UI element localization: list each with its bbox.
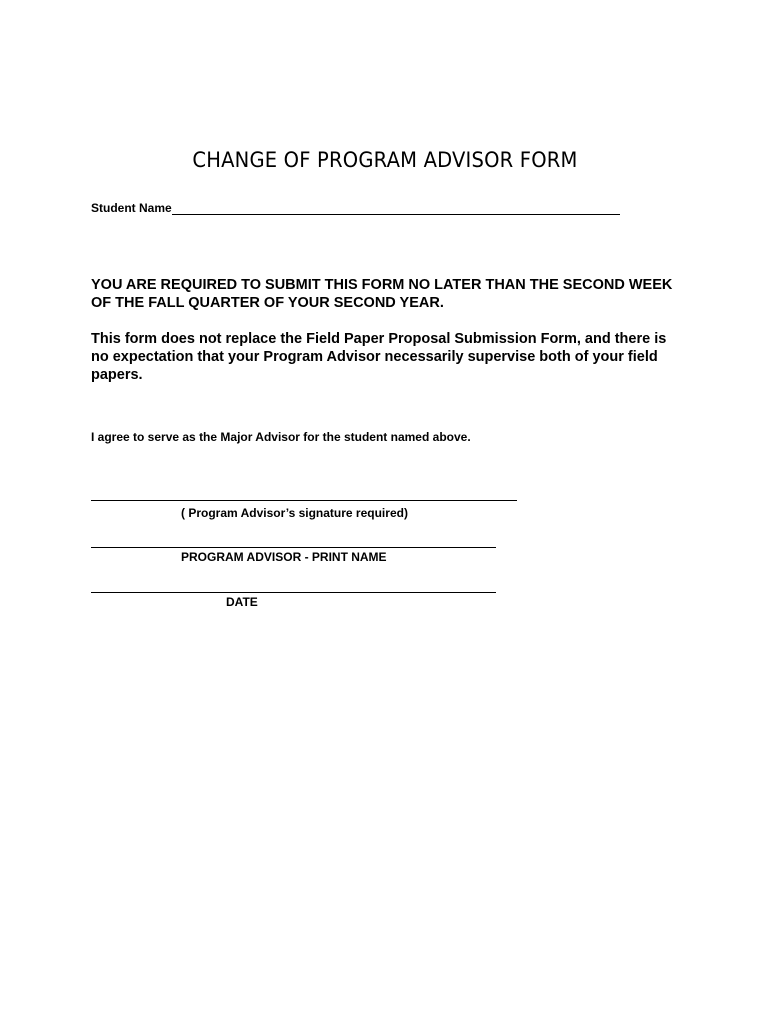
submission-requirement: YOU ARE REQUIRED TO SUBMIT THIS FORM NO LATER THAN THE SECOND WEEK OF THE FALL QUARTER OF YOUR SECOND YEAR. (91, 277, 673, 311)
signature-caption: ( Program Advisor’s signature required) (181, 506, 408, 520)
student-name-row (91, 201, 620, 215)
signature-line[interactable] (91, 500, 517, 501)
form-note: This form does not replace the Field Paper Proposal Submission Form, and there is no expectation that your Program Advisor necessarily supervise both of your field papers. (91, 331, 667, 383)
agreement-statement: I agree to serve as the Major Advisor for the student named above. (91, 430, 471, 444)
print-name-line[interactable] (91, 547, 496, 548)
student-name-label: Student Name (91, 201, 172, 215)
page-title: CHANGE OF PROGRAM ADVISOR FORM (192, 148, 578, 172)
date-caption: DATE (226, 595, 258, 609)
print-name-caption: PROGRAM ADVISOR - PRINT NAME (181, 550, 387, 564)
date-line[interactable] (91, 592, 496, 593)
student-name-field[interactable] (172, 202, 620, 215)
